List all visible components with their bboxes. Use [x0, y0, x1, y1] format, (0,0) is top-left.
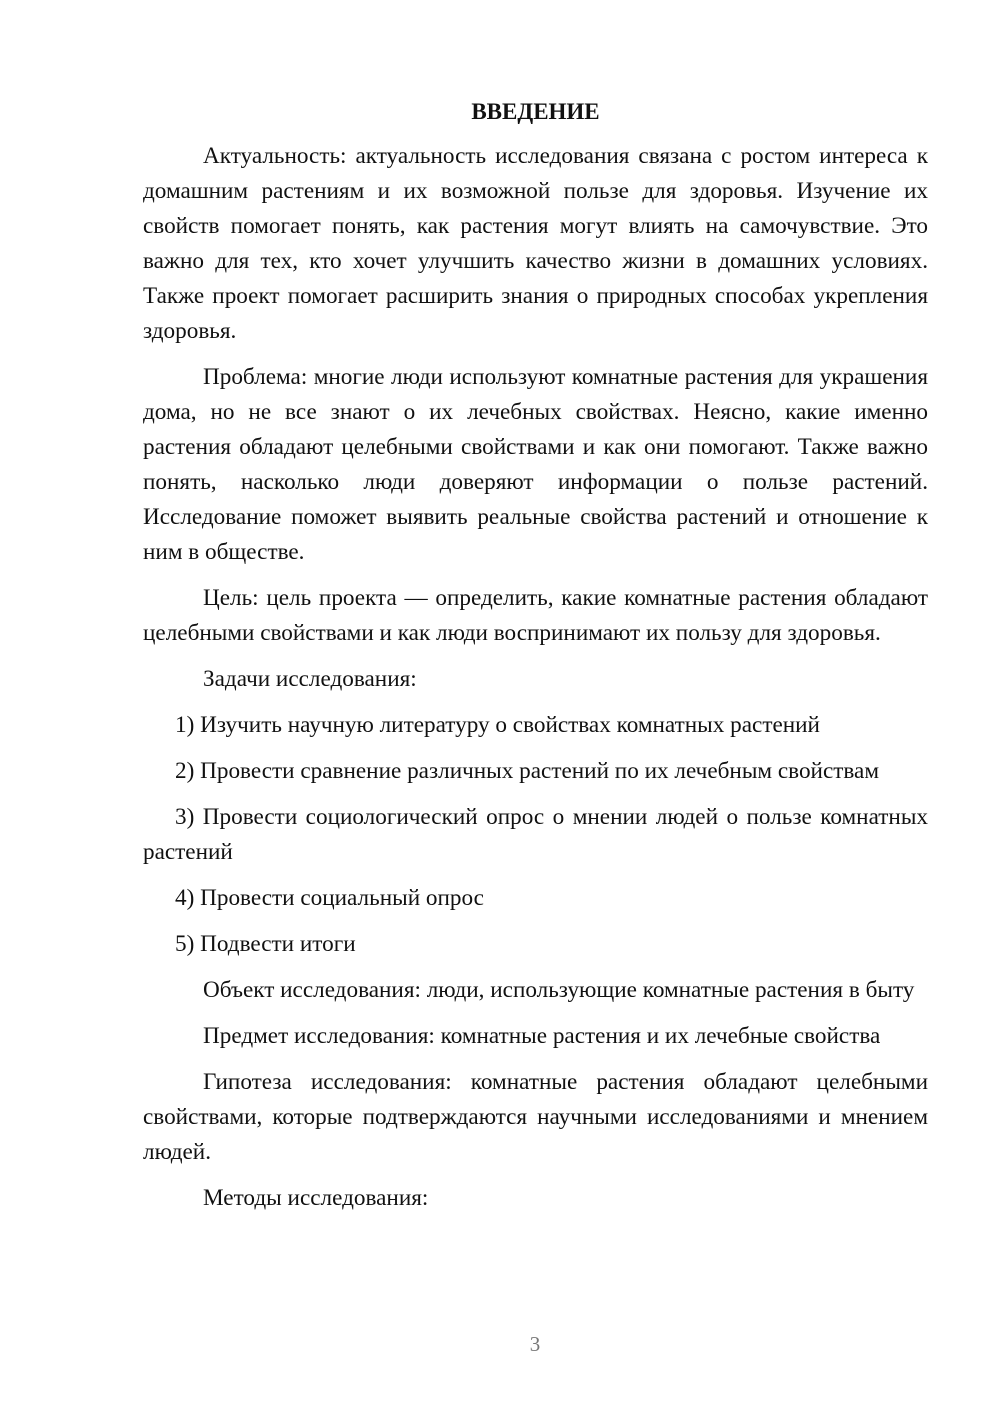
task-item: 1) Изучить научную литературу о свойствах комнатных растений [175, 712, 820, 738]
page-body [143, 94, 928, 1227]
task-item: 3) Провести социологический опрос о мнении людей о пользе комнатных растений [143, 804, 928, 865]
page-number: 3 [529, 1332, 541, 1356]
task-item: 5) Подвести итоги [175, 931, 356, 957]
hypothesis-paragraph: Гипотеза исследования: комнатные растения обладают целебными свойствами, которые подтверждаются научными исследованиями и мнением людей. [143, 1069, 928, 1165]
methods-paragraph: Методы исследования: [203, 1185, 429, 1211]
tasks-heading: Задачи исследования: [203, 666, 417, 692]
task-item: 2) Провести сравнение различных растений по их лечебным свойствам [175, 758, 879, 784]
task-item: 4) Провести социальный опрос [175, 885, 484, 911]
problem-paragraph: Проблема: многие люди используют комнатные растения для украшения дома, но не все знают о их лечебных свойствах. Неясно, какие именно растения обладают целебными свойствами и как они помогают. Также важно понять, насколько люди доверяют информации о пользе растений. Исследование поможет выявить реальные свойства растений и отношение к ним в обществе. [143, 364, 928, 565]
goal-paragraph: Цель: цель проекта — определить, какие комнатные растения обладают целебными свойствами и как люди воспринимают их пользу для здоровья. [143, 585, 928, 646]
relevance-paragraph: Актуальность: актуальность исследования связана с ростом интереса к домашним растениям и их возможной пользе для здоровья. Изучение их свойств помогает понять, как растения могут влиять на самочувствие. Это важно для тех, кто хочет улучшить качество жизни в домашних условиях. Также проект помогает расширить знания о природных способах укрепления здоровья. [143, 143, 928, 344]
object-paragraph: Объект исследования: люди, использующие комнатные растения в быту [203, 977, 915, 1003]
subject-paragraph: Предмет исследования: комнатные растения и их лечебные свойства [203, 1023, 881, 1049]
section-heading: ВВЕДЕНИЕ [471, 99, 600, 124]
